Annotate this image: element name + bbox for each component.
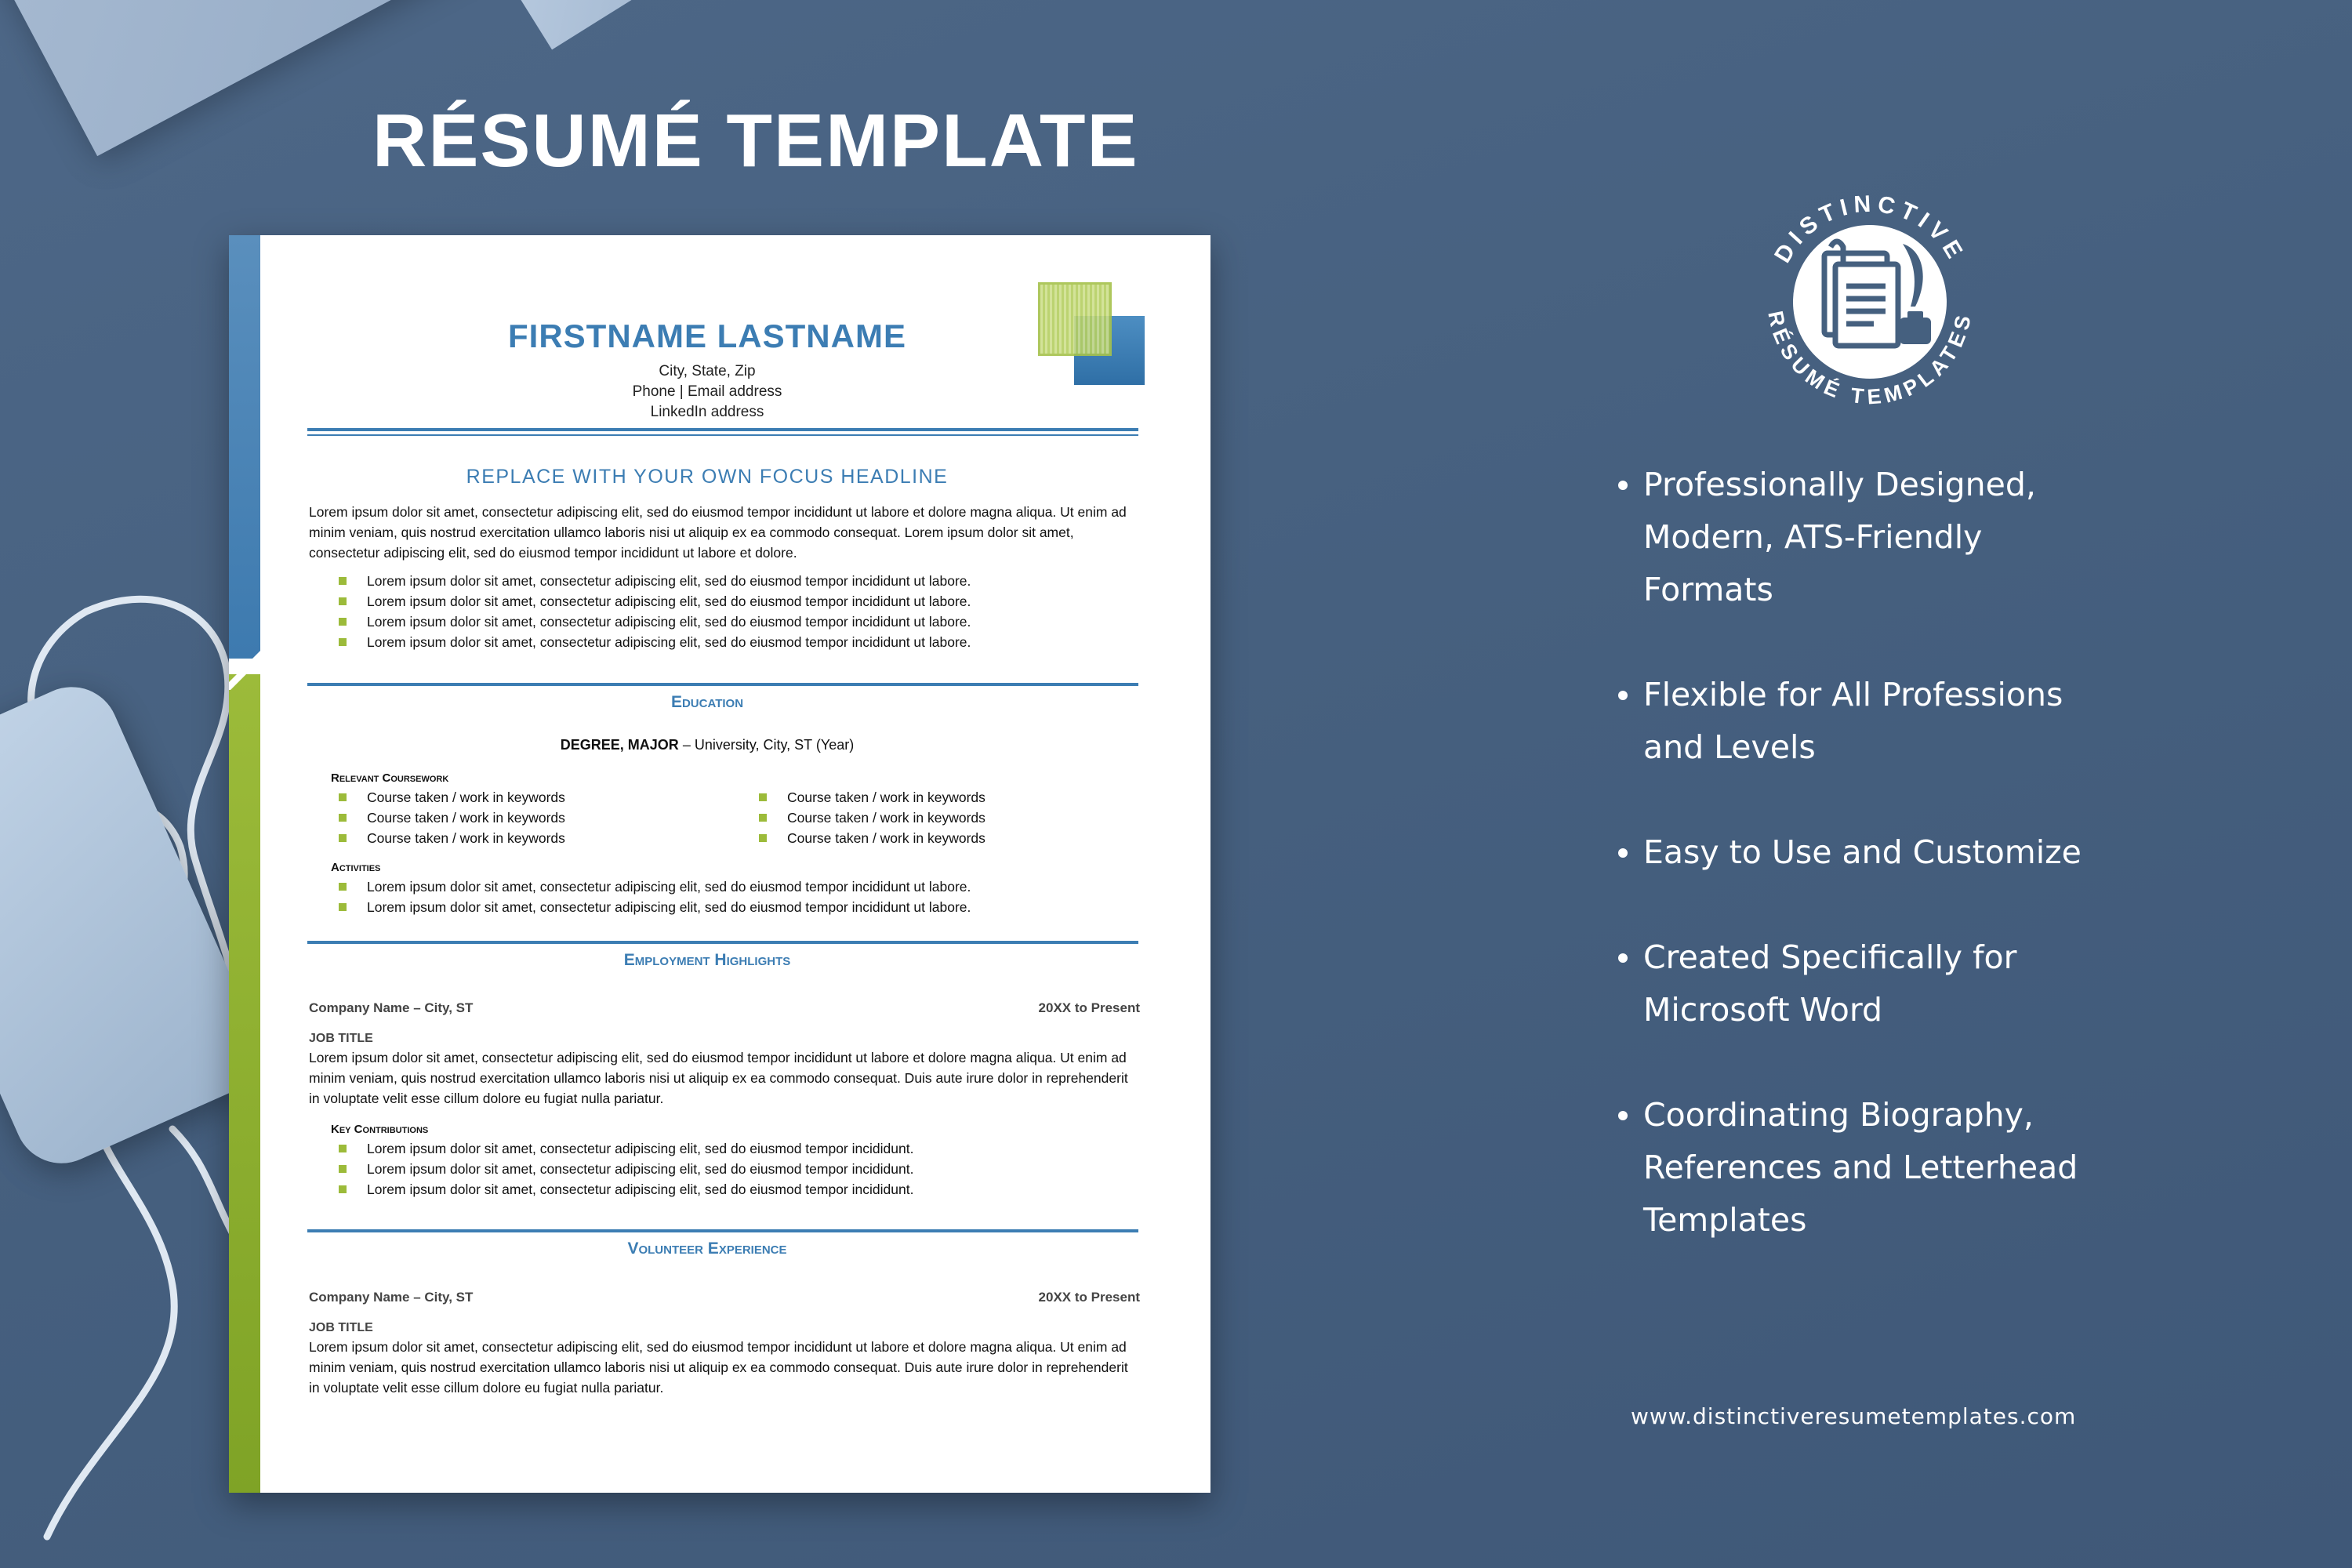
resume-contact-line: LinkedIn address [650, 404, 764, 420]
resume-stripe-green [229, 674, 260, 1493]
list-item: Lorem ipsum dolor sit amet, consectetur adipiscing elit, sed do eiusmod tempor incididunt ut labore. [339, 632, 971, 652]
section-title-education: Education [670, 693, 744, 711]
activities-list [339, 877, 971, 917]
employment-dates: 20XX to Present [1038, 1000, 1140, 1015]
feature-item: Coordinating Biography, References and Letterhead Templates [1615, 1089, 2161, 1247]
list-item: Course taken / work in keywords [339, 808, 565, 828]
feature-list [1615, 459, 2161, 1299]
list-item: Lorem ipsum dolor sit amet, consectetur adipiscing elit, sed do eiusmod tempor incididunt ut labore. [339, 877, 971, 897]
list-item: Course taken / work in keywords [759, 828, 985, 848]
employment-job-title: JOB TITLE [309, 1032, 373, 1045]
divider [307, 428, 1138, 431]
resume-degree [276, 737, 1138, 753]
list-item: Lorem ipsum dolor sit amet, consectetur adipiscing elit, sed do eiusmod tempor incididunt ut labore. [339, 571, 971, 591]
list-item: Lorem ipsum dolor sit amet, consectetur adipiscing elit, sed do eiusmod tempor incididunt ut labore. [339, 897, 971, 917]
volunteer-company-line [309, 1290, 1140, 1305]
feature-item: Easy to Use and Customize [1615, 826, 2161, 879]
divider [307, 941, 1138, 944]
volunteer-dates: 20XX to Present [1038, 1290, 1140, 1305]
resume-contact-line: Phone | Email address [632, 383, 782, 400]
divider [307, 683, 1138, 686]
resume-stripe-divider [229, 643, 276, 690]
coursework-list-left [339, 787, 565, 848]
feature-item: Flexible for All Professions and Levels [1615, 669, 2161, 774]
summary-bullet-list [339, 571, 971, 652]
divider [307, 434, 1138, 436]
coursework-list-right [759, 787, 985, 848]
list-item: Course taken / work in keywords [339, 787, 565, 808]
activities-heading: Activities [331, 861, 381, 874]
feature-item: Created Specifically for Microsoft Word [1615, 931, 2161, 1036]
contributions-list [339, 1138, 913, 1200]
brand-logo-badge [1737, 169, 2003, 435]
list-item: Lorem ipsum dolor sit amet, consectetur adipiscing elit, sed do eiusmod tempor incididunt. [339, 1138, 913, 1159]
list-item: Course taken / work in keywords [759, 808, 985, 828]
badge-bottom-text: RÉSUMÉ TEMPLATES [1763, 309, 1976, 409]
degree-details: – University, City, ST (Year) [678, 737, 855, 753]
resume-stripe-blue [229, 235, 260, 659]
resume-name: FIRSTNAME LASTNAME [508, 318, 906, 354]
coursework-heading: Relevant Coursework [331, 771, 449, 785]
website-url: www.distinctiveresumetemplates.com [1631, 1403, 2077, 1429]
employment-description: Lorem ipsum dolor sit amet, consectetur adipiscing elit, sed do eiusmod tempor incididunt ut labore et dolore magna aliqua. Ut enim ad minim veniam, quis nostrud exercitation ullamco laboris nisi ut aliquip ex ea commodo consequat. Duis aute irure dolor in reprehenderit in voluptate velit esse cillum dolore eu fugiat nulla pariatur. [309, 1050, 1128, 1106]
badge-top-text: DISTINCTIVE [1769, 191, 1970, 268]
feature-item: Professionally Designed, Modern, ATS-Friendly Formats [1615, 459, 2161, 616]
list-item: Lorem ipsum dolor sit amet, consectetur adipiscing elit, sed do eiusmod tempor incididunt. [339, 1179, 913, 1200]
list-item: Course taken / work in keywords [339, 828, 565, 848]
section-title-volunteer: Volunteer Experience [627, 1240, 787, 1258]
list-item: Lorem ipsum dolor sit amet, consectetur adipiscing elit, sed do eiusmod tempor incididunt ut labore. [339, 612, 971, 632]
laptop-edge-decor [490, 0, 765, 49]
list-item: Course taken / work in keywords [759, 787, 985, 808]
employment-company: Company Name – City, ST [309, 1000, 474, 1015]
degree-name: DEGREE, MAJOR [560, 737, 679, 753]
page-title: RÉSUMÉ TEMPLATE [372, 99, 1139, 183]
resume-logo-green-square [1038, 282, 1112, 356]
volunteer-job-title: JOB TITLE [309, 1321, 373, 1334]
list-item: Lorem ipsum dolor sit amet, consectetur adipiscing elit, sed do eiusmod tempor incididunt ut labore. [339, 591, 971, 612]
resume-sheet [229, 235, 1210, 1493]
section-title-employment: Employment Highlights [623, 951, 791, 969]
resume-summary: Lorem ipsum dolor sit amet, consectetur adipiscing elit, sed do eiusmod tempor incididunt ut labore et dolore magna aliqua. Ut enim ad minim veniam, quis nostrud exercitation ullamco laboris nisi ut aliquip ex ea commodo consequat. Lorem ipsum dolor sit amet, consectetur adipiscing elit, sed do eiusmod tempor incididunt ut labore et dolore. [309, 504, 1127, 561]
resume-contact-line: City, State, Zip [659, 363, 756, 379]
employment-company-line [309, 1000, 1140, 1016]
volunteer-description: Lorem ipsum dolor sit amet, consectetur adipiscing elit, sed do eiusmod tempor incididunt ut labore et dolore magna aliqua. Ut enim ad minim veniam, quis nostrud exercitation ullamco laboris nisi ut aliquip ex ea commodo consequat. Duis aute irure dolor in reprehenderit in voluptate velit esse cillum dolore eu fugiat nulla pariatur. [309, 1339, 1128, 1396]
divider [307, 1229, 1138, 1232]
list-item: Lorem ipsum dolor sit amet, consectetur adipiscing elit, sed do eiusmod tempor incididunt. [339, 1159, 913, 1179]
contributions-heading: Key Contributions [331, 1123, 429, 1136]
resume-focus-headline: REPLACE WITH YOUR OWN FOCUS HEADLINE [466, 466, 949, 488]
volunteer-company: Company Name – City, ST [309, 1290, 474, 1305]
